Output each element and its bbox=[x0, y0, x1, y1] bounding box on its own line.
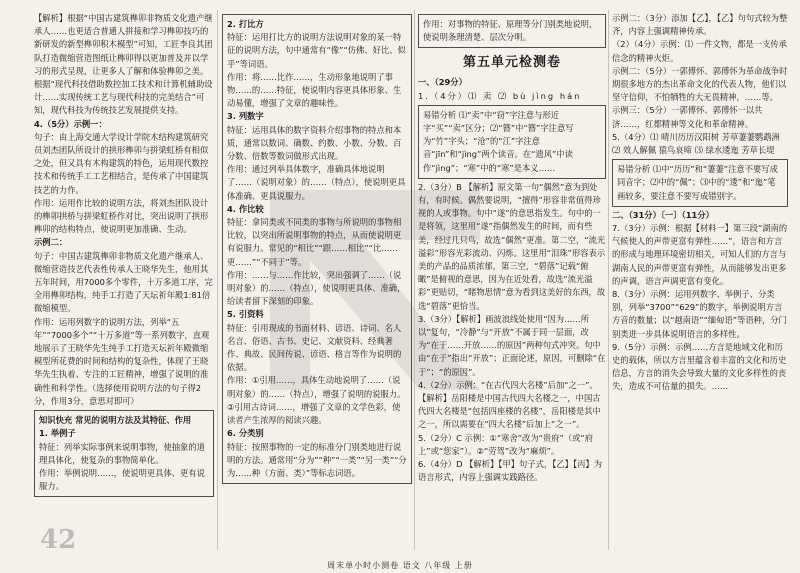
column-2 bbox=[222, 12, 412, 537]
item-text: 特征：引用现成的书面材料、谚语、诗词、名人名言、俗语、古书、史记、文献资料、经典著作、典故、民间传说、谚语、格言等作为说明的依据。 bbox=[227, 322, 402, 373]
knowledge-box bbox=[34, 410, 214, 497]
answer: 9.（5分）示例：示例……方言是地域文化和历史的载体，所以方言里蕴含着丰富的文化和历史信息，方言的消失会导致大量的文化多样性的丧失，造成不可估量的损失。…… bbox=[612, 341, 787, 392]
column-divider bbox=[217, 10, 218, 550]
item-text: 特征：运用具体的数字资料介绍事物的特点和本质，通常以数词、确数、约数、小数、分数、百分数、倍数等数词做形式出现。 bbox=[227, 124, 402, 162]
item-text: 作用：将……比作……，生动形象地说明了事物……的……特征，使说明内容更具体形象、生动易懂，增强了文章的趣味性。 bbox=[227, 71, 402, 109]
error-analysis-box bbox=[612, 159, 788, 207]
column-3 bbox=[418, 12, 606, 547]
paragraph: 作用：运用列数字的说明方法，列举“五年”“7000多个”“十万多道”等一系列数字，直观地展示了王晓华先生纯手工打造天坛祈年殿微缩模型所花费的时间和结构的复杂性，体现了王晓华先生执着、专注的工匠精神，增强了说明的准确性和科学性。（选择使用说明方法的句子得2分，作用3分，意思对即可） bbox=[34, 316, 210, 406]
item-text: 作用：举例说明……，使说明更具体、更有说服力。 bbox=[39, 467, 205, 492]
column-divider bbox=[608, 10, 609, 550]
answer: 3.（3分）【解析】画波浪线处使用“因为……所以”复句，“冷静”与“开放”不属于同一层面，改为“在于……开放……的原因”两种句式冲突。句中由“在于”指出“开放”；正面论述，原因，可删除“在于”；“的原因”。 bbox=[418, 313, 606, 377]
item-text: 特征：列举实际事例来说明事物，使抽象的道理具体化，使复杂的事物简单化。 bbox=[39, 441, 205, 465]
column-1 bbox=[34, 12, 214, 537]
page-footer: 周末单小时小测卷 语文 八年级 上册 bbox=[327, 561, 473, 570]
paragraph: 作用：运用作比较的说明方法，将刘杰团队设计的榫卯拱桥与拼梁虹桥作对比，突出说明了拱形榫卯的结构特点，使说明更加准确、生动。 bbox=[34, 197, 209, 235]
question-number: 4.（5分）示例一： bbox=[34, 118, 107, 129]
item-text: 作用：①引用……，具体生动地说明了……（说明对象）的……（特点），增强了说明的说服力。②引用古诗词……，增强了文章的文学色彩，使读者产生浓厚的阅读兴趣。 bbox=[227, 375, 406, 426]
answer: 示例二：（3分）添加【乙】，【乙】句句式较为整齐，内容上强调精神传承。 bbox=[612, 13, 788, 37]
item-text: 特征：拿同类或不同类的事物与所说明的事物相比较，以突出所说明事物的特点，从而使说明更有说服力。常见的“相比”“跟……相比”“比……更……”“不同于”等。 bbox=[227, 217, 402, 267]
section-heading: 二、（31分）〔一〕（11分） bbox=[612, 209, 714, 220]
analysis-text: 易错分析 ⑴“卖”中“窃”字注意与形近字“买”“卖”区分；⑵“簪”中“簪”字注意写为“竹”字头；“沧”的“江”字注意音“jīn”和“jìng”两个读音。在“遗风”中读作“jìng”；“寒”中的“寒”是本义…… bbox=[423, 109, 574, 173]
item-text: 作用：对事物的特征、原理等分门别类地说明，使说明条理清楚、层次分明。 bbox=[423, 19, 598, 43]
answer: 7.（3分）示例：根据【材料一】第三段“湖南的气候使人的声带更富有弹性……”，语言和方言的形成与地理环境密切相关，可知人们的方言与湖南人民的声带更富有弹性，从而能够发出更多的声调，语言声调更富有变化。 bbox=[612, 223, 788, 286]
error-analysis-box bbox=[418, 105, 606, 179]
item-text: 作用：……与……作比较，突出强调了……（说明对象）的……（特点），使说明更具体、准确，给读者留下深刻的印象。 bbox=[227, 269, 406, 307]
answer: 4.（2分）示例：“在古代四大名楼”后加“之一”。 bbox=[418, 379, 598, 390]
answer: ⑵ 效人解佩 猿鸟哀啼 ⑶ 绿水逶迤 芳草长堤 bbox=[612, 145, 775, 156]
paragraph: 句子：中国古建筑榫卯非物质文化遗产继承人、微缩营造技艺代表性传承人王晓华先生，他用其五年时间，用7000多个零件，十万多道工序，完全用榫卯结构，纯手工打造了天坛祈年殿1:81倍微缩模型。 bbox=[34, 250, 213, 314]
item-heading: 1. 举例子 bbox=[39, 428, 76, 439]
item-text: 作用：通过列举具体数字，准确具体地说明了……（说明对象）的……（特点），使说明更具体准确、更具说服力。 bbox=[227, 164, 406, 201]
paragraph: 句子：由上海交通大学设计学院木结构建筑研究员刘杰团队所设计的拱形榫卯与拼梁虹桥有相似之处，但又具有木构建筑的特色，运用现代数控技术和传统手工工艺相结合，是传承了中国建筑技艺的力作。 bbox=[34, 131, 209, 195]
item-text: 特征：按照事物的一定的标准分门别类地进行说明的方法。通常用“分为”“种”“一类”“另一类”“分为……种（方面、类）”等标志词语。 bbox=[227, 441, 407, 478]
answer: 5.（4分）⑴ 晴川历历汉阳树 芳草萋萋鹦鹉洲 bbox=[612, 131, 780, 142]
item-heading: 5. 引资料 bbox=[227, 309, 264, 320]
item-heading: 3. 列数字 bbox=[227, 111, 264, 122]
answer: 【解析】岳阳楼是中国古代四大名楼之一，中国古代四大名楼是“包括四座楼的名楼”，岳阳楼是其中之一，所以需要在“四大名楼”后加上“之一”。 bbox=[418, 393, 601, 430]
item-heading: 6. 分类别 bbox=[227, 428, 264, 439]
unit-title: 第五单元检测卷 bbox=[462, 55, 561, 71]
note-box bbox=[418, 14, 606, 48]
answer: 1.（4分）⑴ 卖 ⑵ bù jìng hán bbox=[418, 90, 582, 101]
page-number: 42 bbox=[40, 525, 77, 555]
answer: 示例三：（5分）一郭傅怀、郭傅怀一以共济……，红都精神等文化和革命精神。 bbox=[612, 105, 763, 129]
column-4 bbox=[612, 12, 788, 547]
item-heading: 4. 作比较 bbox=[227, 203, 264, 214]
column-divider bbox=[414, 10, 415, 550]
answer: 6.（4分）D 【解析】【甲】句子式，【乙】【丙】为语言形式，内容上强调实践路径。 bbox=[418, 459, 603, 483]
knowledge-box-continued bbox=[222, 14, 412, 484]
answer: 8.（3分）示例：运用列数字、举例子、分类别，列举“3700”“629”的数字，举例说明方言方音的数量；以“越南语”“缅甸语”等语种，分门别类进一步具体说明语言的多样性。 bbox=[612, 289, 787, 339]
example-label: 示例二： bbox=[34, 237, 68, 248]
item-text: 特征：运用打比方的说明方法说明对象的某一特征的说明方法，句中通常有“像”“仿佛、好比、似乎”等词语。 bbox=[227, 32, 406, 69]
answer: 示例二：（5分）一郭傅怀、郭傅怀为革命战争时期很多地方的杰出革命文化的代表人物，他们以坚守信仰，不怕牺牲的大无畏精神，……等。 bbox=[612, 65, 788, 103]
answer: （2）（4分）示例：⑴ 一件文物，都是一支传承信念的精神火炬。 bbox=[612, 39, 787, 63]
answer: 5.（2分）C 示例：①“寒舍”改为“贵府”（或“府上”或“您家”）。②“劳驾”改为“麻烦”。 bbox=[418, 432, 594, 456]
box-title: 知识快充 常见的说明方法及其特征、作用 bbox=[39, 415, 192, 426]
section-heading: 一、（29分） bbox=[418, 77, 467, 88]
answer: 2.（3分）B 【解析】原文第一句“偶然”意为到处有，有时候。偶然要说明，“擅得”形容非常值得珍视的人或事物。句中“遂”的意思指发生。句中的一是将领，这里用“遂”指偶然发生的时间，而有些美，经过几只鸟，故选“偶然”更准。第二空，“流光溢彩”形容光彩流动、闪烁。这里用“泪珠”形容表示美的产品的品质浓郁，第三空，“碧落”记载“俯瞰”是俯视的意思，因为在近处看，故选“流光溢彩”更贴切，“睹物思情”意为看到这美好的东西，故选“碧落”更恰当。 bbox=[418, 181, 606, 311]
item-heading: 2. 打比方 bbox=[227, 19, 264, 29]
analysis-text: 易错分析 ⑴中“历历”和“萋萋”注意不要写成同音字；⑵中的“佩”；⑶中的“逶”和“迤”笔画较多，要注意不要写成错别字。 bbox=[617, 164, 778, 201]
paragraph: 【解析】根据“中国古建筑榫卯非物质文化遗产继承人……也更适合普通人拼接和学习榫卯技巧的新研发的新型榫卯积木模型”可知，工匠李良其团队打造微缩营造图纸让榫卯得以更加普及并以学习的形式呈现，让更多人了解和体验榫卯之美。根据“现代科技借助数控加工技术和计算机辅助设计……实现传统工艺与现代科技的完美结合”可知，现代科技为传统技艺发展提供支持。 bbox=[34, 13, 213, 116]
